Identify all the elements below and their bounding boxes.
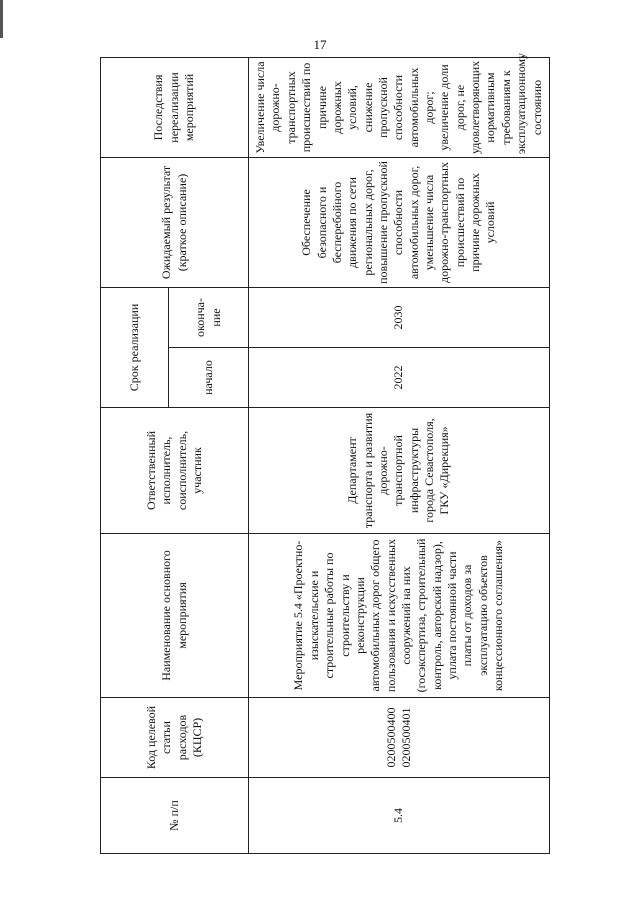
measures-table <box>100 52 550 854</box>
cell-consequences: Увеличение числа дорожно-транспортных происшествий по причине дорожных условий, снижение пропускной способности автомобильных дорог; увеличение доли дорог, не удовлетворяющих нормативным требованиям к эксплуатационному состоянию <box>249 57 550 157</box>
header-result: Ожидаемый результат (краткое описание) <box>101 157 249 287</box>
header-num: № п/п <box>101 778 249 854</box>
header-term: Срок реализации <box>101 287 169 407</box>
header-row-1 <box>101 57 169 853</box>
cell-name: Мероприятие 5.4 «Проектно-изыскательские и строительные работы по строительству и реконструкции автомобильных дорог общего пользования и искусственных сооружений на них (госэкспертиза, строительный контроль, авторский надзор), уплата постоянной части платы от доходов за эксплуатацию объектов концессионного соглашения» <box>249 534 550 698</box>
cell-term-start: 2022 <box>249 348 550 408</box>
cell-term-end: 2030 <box>249 287 550 347</box>
header-executor: Ответственный исполнитель, соисполнитель, участник <box>101 408 249 534</box>
scan-edge-mark <box>0 0 3 38</box>
rotated-table-wrapper <box>100 52 550 854</box>
cell-result: Обеспечение безопасного и бесперебойного движения по сети региональных дорог, повышение пропускной способности автомобильных дорог, уменьшение числа дорожно-транспортных происшествий по причине дорожных условий <box>249 157 550 287</box>
header-name: Наименование основного мероприятия <box>101 534 249 698</box>
cell-num: 5.4 <box>249 778 550 854</box>
header-term-end: оконча-ние <box>169 287 249 347</box>
header-consequences: Последствия нереализации мероприятий <box>101 57 249 157</box>
header-code: Код целевой статьи расходов (КЦСР) <box>101 698 249 778</box>
cell-code: 0200500400 0200500401 <box>249 698 550 778</box>
header-term-start: начало <box>169 348 249 408</box>
table-row <box>249 57 550 853</box>
page-number: 17 <box>313 37 327 52</box>
cell-executor: Департамент транспорта и развития дорожно-транспортной инфраструктуры города Севастополя, ГКУ «Дирекция» <box>249 408 550 534</box>
